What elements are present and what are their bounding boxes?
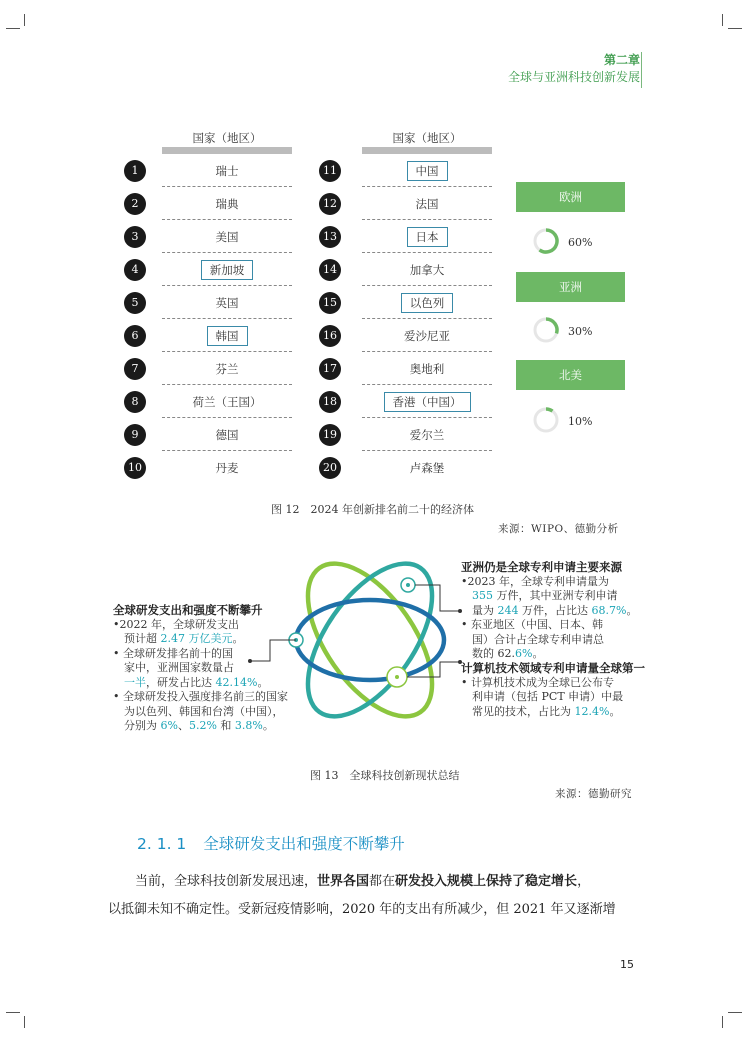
page-number: 15 [620, 958, 634, 971]
rank-badge: 14 [319, 259, 341, 281]
row-divider [162, 285, 292, 286]
fig13-left-block [113, 603, 288, 734]
fig12-source: 来源：WIPO、德勤分析 [498, 523, 619, 535]
rank-badge: 3 [124, 226, 146, 248]
country-name: 德国 [215, 428, 239, 442]
section-number: 2. 1. 1 [137, 835, 187, 853]
connector-top [415, 585, 460, 611]
left-title: 全球研发支出和强度不断攀升 [113, 603, 263, 617]
bullet-line: • 全球研发投入强度排名前三的国家 [113, 690, 288, 703]
bullet-line: 国）合计占全球专利申请总 [461, 632, 604, 646]
row-divider [162, 252, 292, 253]
country-name: 加拿大 [409, 263, 445, 277]
section-title: 全球研发支出和强度不断攀升 [203, 835, 405, 853]
bullet-line: 一半，研发占比达 42.14%。 [124, 675, 269, 689]
chapter-subtitle: 全球与亚洲科技创新发展 [507, 70, 640, 84]
fig13-top-block [461, 560, 637, 662]
fig13-source: 来源：德勤研究 [555, 788, 632, 800]
crop-mark-br-v [722, 1016, 723, 1028]
bullet-line: •2022 年，全球研发支出 [113, 617, 239, 631]
crop-mark-tl-h [6, 28, 20, 29]
country-name: 中国 [362, 163, 492, 179]
crop-mark-tr-h [728, 28, 742, 29]
country-name: 瑞典 [215, 197, 239, 211]
pct-north-america: 10% [568, 415, 593, 428]
body-line-2: 以抵御未知不确定性。受新冠疫情影响，2020 年的支出有所减少，但 2021 年又逐渐增 [108, 902, 616, 917]
donut-arc [546, 409, 552, 411]
country-name: 新加坡 [162, 262, 292, 278]
country-name: 卢森堡 [409, 461, 445, 475]
bullet-line: 分别为 6%、5.2% 和 3.8%。 [113, 719, 274, 732]
country-name: 以色列 [362, 295, 492, 311]
country-name: 法国 [415, 197, 439, 211]
country-name: 英国 [215, 296, 239, 310]
crop-mark-bl-v [24, 1016, 25, 1028]
col-header-right: 国家（地区） [392, 131, 462, 145]
fig12-caption: 图 12 2024 年创新排名前二十的经济体 [271, 503, 474, 516]
rank-badge: 9 [124, 424, 146, 446]
rank-badge: 17 [319, 358, 341, 380]
row-divider [162, 186, 292, 187]
row-divider [362, 318, 492, 319]
country-name: 香港（中国） [362, 394, 492, 410]
bullet-line: 利申请（包括 PCT 申请）中最 [461, 690, 624, 703]
donut-arc [546, 319, 557, 333]
rank-badge: 2 [124, 193, 146, 215]
top-title: 亚洲仍是全球专利申请主要来源 [461, 560, 622, 574]
bullet-line: • 东亚地区（中国、日本、韩 [461, 618, 603, 631]
donut-europe [532, 227, 560, 255]
row-divider [162, 351, 292, 352]
row-divider [162, 450, 292, 451]
region-north-america: 北美 [516, 360, 625, 390]
rank-badge: 16 [319, 325, 341, 347]
bullet-line: 355 万件，其中亚洲专利申请 [472, 589, 618, 602]
row-divider [362, 351, 492, 352]
col-bar-right [362, 147, 492, 154]
rank-badge: 20 [319, 457, 341, 479]
rank-badge: 11 [319, 160, 341, 182]
country-name: 爱尔兰 [409, 428, 445, 442]
col-bar-left [162, 147, 292, 154]
country-name: 瑞士 [215, 164, 239, 178]
country-name: 韩国 [162, 328, 292, 344]
country-name: 荷兰（王国） [192, 395, 262, 409]
row-divider [162, 318, 292, 319]
fig13-caption: 图 13 全球科技创新现状总结 [310, 769, 460, 782]
rank-badge: 10 [124, 457, 146, 479]
chapter-label: 第二章 [603, 53, 640, 67]
bullet-line: 量为 244 万件，占比达 68.7%。 [461, 603, 638, 617]
bottom-title: 计算机技术领域专利申请量全球第一 [461, 661, 645, 675]
rank-badge: 1 [124, 160, 146, 182]
country-name: 丹麦 [215, 461, 239, 475]
country-name: 爱沙尼亚 [404, 329, 450, 343]
pct-europe: 60% [568, 236, 593, 249]
country-name: 芬兰 [215, 362, 239, 376]
rank-badge: 18 [319, 391, 341, 413]
row-divider [362, 186, 492, 187]
bullet-line: 常见的技术，占比为 12.4%。 [461, 704, 621, 718]
row-divider [162, 219, 292, 220]
bullet-line: 家中，亚洲国家数量占 [113, 661, 234, 674]
country-name: 日本 [362, 229, 492, 245]
header-divider [641, 52, 642, 88]
region-europe: 欧洲 [516, 182, 625, 212]
row-divider [362, 219, 492, 220]
donut-north-america [532, 406, 560, 434]
col-header-left: 国家（地区） [192, 131, 262, 145]
donut-asia [532, 316, 560, 344]
rank-badge: 13 [319, 226, 341, 248]
row-divider [362, 450, 492, 451]
rank-badge: 19 [319, 424, 341, 446]
rank-badge: 15 [319, 292, 341, 314]
region-asia: 亚洲 [516, 272, 625, 302]
bullet-line: • 全球研发排名前十的国 [113, 646, 233, 660]
bullet-line: 预计超 2.47 万亿美元。 [113, 632, 244, 645]
bullet-line: •2023 年，全球专利申请量为 [461, 574, 609, 588]
row-divider [362, 285, 492, 286]
fig13-bottom-block [461, 661, 645, 719]
rank-badge: 7 [124, 358, 146, 380]
crop-mark-tl-v [24, 14, 25, 26]
section-heading [137, 832, 405, 854]
row-divider [162, 384, 292, 385]
rank-badge: 5 [124, 292, 146, 314]
row-divider [162, 417, 292, 418]
pct-asia: 30% [568, 325, 593, 338]
bullet-line: 数的 62.6%。 [461, 647, 544, 660]
row-divider [362, 417, 492, 418]
country-name: 奥地利 [409, 362, 445, 376]
bullet-line: 为以色列、韩国和台湾（中国）， [113, 704, 284, 718]
crop-mark-tr-v [722, 14, 723, 26]
bullet-line: • 计算机技术成为全球已公布专 [461, 675, 614, 689]
rank-badge: 6 [124, 325, 146, 347]
rank-badge: 8 [124, 391, 146, 413]
connector-bottom [407, 662, 460, 677]
chapter-header [508, 52, 640, 86]
crop-mark-br-h [728, 1012, 742, 1013]
row-divider [362, 384, 492, 385]
body-line-1: 当前，全球科技创新发展迅速，世界各国都在研发投入规模上保持了稳定增长， [135, 874, 591, 889]
donut-arc [540, 230, 557, 252]
crop-mark-bl-h [6, 1012, 20, 1013]
country-name: 美国 [215, 230, 239, 244]
row-divider [362, 252, 492, 253]
rank-badge: 4 [124, 259, 146, 281]
rank-badge: 12 [319, 193, 341, 215]
